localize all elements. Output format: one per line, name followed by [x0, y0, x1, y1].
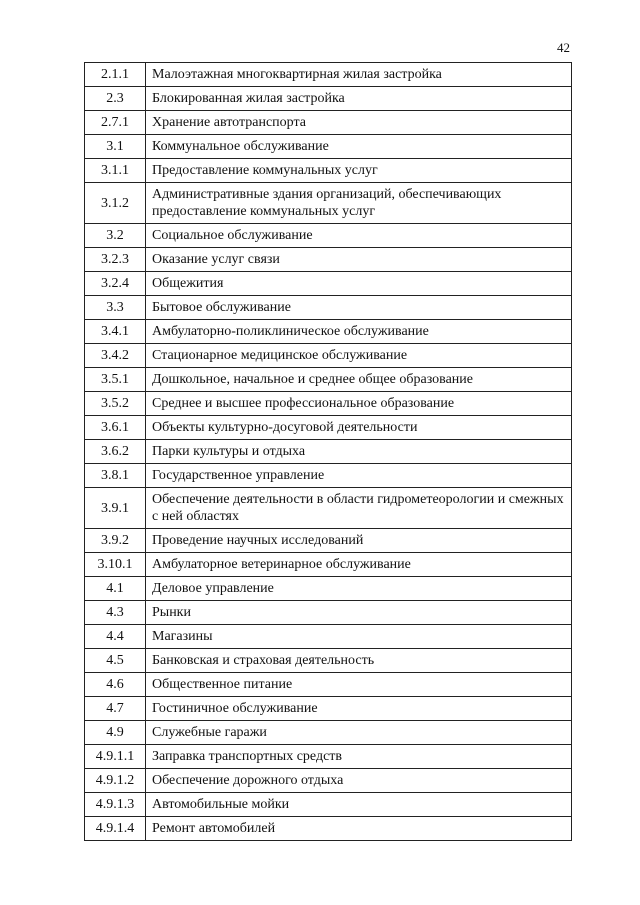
- row-code: 4.9.1.2: [85, 769, 146, 793]
- row-code: 3.6.1: [85, 416, 146, 440]
- row-name: Социальное обслуживание: [146, 224, 572, 248]
- row-code: 3.3: [85, 296, 146, 320]
- row-code: 3.5.1: [85, 368, 146, 392]
- row-name: Оказание услуг связи: [146, 248, 572, 272]
- row-code: 3.1: [85, 135, 146, 159]
- row-code: 2.7.1: [85, 111, 146, 135]
- row-code: 3.9.1: [85, 488, 146, 529]
- table-row: [85, 135, 572, 159]
- row-name: Административные здания организаций, обеспечивающих предоставление коммунальных услуг: [146, 183, 572, 224]
- row-code: 3.2: [85, 224, 146, 248]
- row-name: Предоставление коммунальных услуг: [146, 159, 572, 183]
- row-name: Блокированная жилая застройка: [146, 87, 572, 111]
- row-code: 3.6.2: [85, 440, 146, 464]
- table-row: [85, 793, 572, 817]
- row-name: Дошкольное, начальное и среднее общее образование: [146, 368, 572, 392]
- table-row: [85, 601, 572, 625]
- row-code: 4.9: [85, 721, 146, 745]
- row-code: 3.1.1: [85, 159, 146, 183]
- table-row: [85, 248, 572, 272]
- table-row: [85, 392, 572, 416]
- table-row: [85, 320, 572, 344]
- table-row: [85, 625, 572, 649]
- table-row: [85, 745, 572, 769]
- row-name: Обеспечение деятельности в области гидрометеорологии и смежных с ней областях: [146, 488, 572, 529]
- row-name: Проведение научных исследований: [146, 529, 572, 553]
- row-name: Стационарное медицинское обслуживание: [146, 344, 572, 368]
- row-code: 4.9.1.1: [85, 745, 146, 769]
- table-row: [85, 649, 572, 673]
- row-name: Среднее и высшее профессиональное образование: [146, 392, 572, 416]
- row-code: 4.4: [85, 625, 146, 649]
- table-row: [85, 87, 572, 111]
- row-code: 3.9.2: [85, 529, 146, 553]
- table-body: [85, 63, 572, 841]
- row-name: Заправка транспортных средств: [146, 745, 572, 769]
- row-code: 3.2.3: [85, 248, 146, 272]
- table-row: [85, 416, 572, 440]
- row-code: 3.10.1: [85, 553, 146, 577]
- table-row: [85, 272, 572, 296]
- table-row: [85, 577, 572, 601]
- table-row: [85, 464, 572, 488]
- table-row: [85, 159, 572, 183]
- table-row: [85, 817, 572, 841]
- row-code: 4.3: [85, 601, 146, 625]
- row-name: Банковская и страховая деятельность: [146, 649, 572, 673]
- row-code: 3.5.2: [85, 392, 146, 416]
- row-code: 3.2.4: [85, 272, 146, 296]
- table-row: [85, 553, 572, 577]
- table-row: [85, 673, 572, 697]
- row-code: 4.9.1.3: [85, 793, 146, 817]
- row-name: Коммунальное обслуживание: [146, 135, 572, 159]
- row-code: 3.8.1: [85, 464, 146, 488]
- row-name: Амбулаторно-поликлиническое обслуживание: [146, 320, 572, 344]
- table-row: [85, 440, 572, 464]
- row-code: 4.5: [85, 649, 146, 673]
- row-name: Амбулаторное ветеринарное обслуживание: [146, 553, 572, 577]
- row-name: Деловое управление: [146, 577, 572, 601]
- row-name: Служебные гаражи: [146, 721, 572, 745]
- row-name: Общежития: [146, 272, 572, 296]
- table-row: [85, 529, 572, 553]
- table-row: [85, 344, 572, 368]
- row-code: 2.1.1: [85, 63, 146, 87]
- row-name: Магазины: [146, 625, 572, 649]
- row-name: Ремонт автомобилей: [146, 817, 572, 841]
- row-code: 3.4.2: [85, 344, 146, 368]
- row-code: 3.1.2: [85, 183, 146, 224]
- table-row: [85, 368, 572, 392]
- row-code: 4.6: [85, 673, 146, 697]
- row-code: 3.4.1: [85, 320, 146, 344]
- row-name: Государственное управление: [146, 464, 572, 488]
- row-name: Обеспечение дорожного отдыха: [146, 769, 572, 793]
- row-code: 2.3: [85, 87, 146, 111]
- row-code: 4.1: [85, 577, 146, 601]
- table-row: [85, 183, 572, 224]
- land-use-code-table: [84, 62, 572, 841]
- table-row: [85, 63, 572, 87]
- table-row: [85, 721, 572, 745]
- page-number: 42: [557, 40, 570, 55]
- row-name: Объекты культурно-досуговой деятельности: [146, 416, 572, 440]
- row-name: Парки культуры и отдыха: [146, 440, 572, 464]
- row-name: Рынки: [146, 601, 572, 625]
- table-row: [85, 769, 572, 793]
- table-row: [85, 224, 572, 248]
- row-name: Хранение автотранспорта: [146, 111, 572, 135]
- table-row: [85, 697, 572, 721]
- row-name: Бытовое обслуживание: [146, 296, 572, 320]
- row-name: Автомобильные мойки: [146, 793, 572, 817]
- row-name: Малоэтажная многоквартирная жилая застройка: [146, 63, 572, 87]
- table-row: [85, 296, 572, 320]
- table-row: [85, 111, 572, 135]
- row-code: 4.7: [85, 697, 146, 721]
- row-name: Гостиничное обслуживание: [146, 697, 572, 721]
- row-name: Общественное питание: [146, 673, 572, 697]
- row-code: 4.9.1.4: [85, 817, 146, 841]
- table-row: [85, 488, 572, 529]
